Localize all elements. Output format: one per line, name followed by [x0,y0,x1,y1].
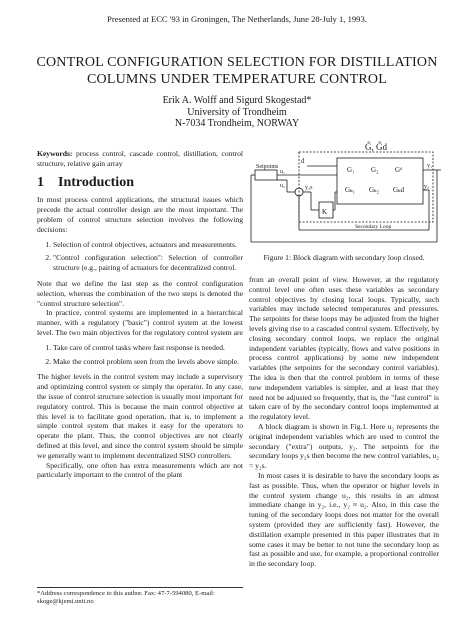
k-label: K [322,208,328,216]
u2-label: u₂ [280,183,286,189]
left-paragraph-5: Specifically, one often has extra measurements which are not particularly important to the control of the plant [37,460,243,480]
left-paragraph-4: The higher levels in the control system may include a supervisory and optimizing control system or simply the operator. In any case, the issue of control structure selection is usually most important for regulatory control. This is because the main control objective at this level is to facilitate good operation, that is, to implement a simple control system that makes it easy for the operators to operate the plant. Thus, the control objectives are not clearly defined at this level, and since the control system should be simple we generally want to implement decentralized SISO controllers. [37,372,243,460]
keywords-text: process control, cascade control, distillation, control structure, relative gain array [37,149,243,168]
gd2-label: Gᵈ [395,166,403,174]
list-item: 1. Take care of control tasks where fast response is needed. [53,343,243,353]
y2s-label: y₂s [305,185,313,191]
y2-label: y₂ [424,184,430,190]
d-label: d [301,157,305,165]
decision-list [37,240,243,273]
title-line-1: CONTROL CONFIGURATION SELECTION FOR DISTILLATION [36,55,438,70]
gkd-label: Gₖd [393,186,405,194]
list-item: 1. Selection of control objectives, actuators and measurements. [53,240,243,250]
list-item: 2. "Control configuration selection": Selection of controller structure (e.g., pairing of actuators for decentralized control. [53,253,243,273]
y1-label: y₁ [427,163,433,169]
section-heading [37,174,243,190]
list-item: 2. Make the control problem seen from the levels above simple. [53,357,243,367]
right-paragraph-3: In most cases it is desirable to have the secondary loops as fast as possible. Thus, when the operator or higher levels in the control system change u₂, this results in an almost immediate change in y₂, i.e., y₂ ≈ u₂. Also, in this case the tuning of the secondary loops does not matter for the overall system (provided they are sufficiently fast). However, the distillation example presented in this paper illustrates that in some cases it may be better to not tune the secondary loop as fast as possible and use, for example, a proportional controller in the secondary loop. [249,470,439,569]
g2-label: G₂ [371,166,379,174]
gk1-label: Gₖ₁ [345,186,356,194]
section-title: Introduction [58,174,134,190]
author-names: Erik A. Wolff and Sigurd Skogestad* [162,95,312,106]
setpoints-box [255,170,277,180]
right-column [249,275,439,569]
left-paragraph-2: Note that we define the last step as the control configuration selection, whereas the combination of the two steps is denoted the "control structure selection". [37,278,243,308]
keywords [37,149,243,169]
figure-caption: Figure 1: Block diagram with secondary loop closed. [263,253,425,262]
setpoints-label: Setpoints [256,164,279,170]
affiliation-2: N-7034 Trondheim, NORWAY [174,118,300,129]
affiliation-1: University of Trondheim [187,106,287,118]
u1-label: u₁ [280,169,286,175]
author-block [0,95,474,130]
right-paragraph-1: from an overall point of view. However, at the regulatory control level one often uses these variables as secondary control objectives by closing local loops. Typically, such variables may include selected temperatures and pressures. The setpoints for these loops may be adjusted from the higher levels giving rise to a cascaded control system. Effectively, by closing secondary control loops, we replace the original independent variables (typically, flows and valve positions in process control applications) by some new independent variables (the setpoints for the secondary control variables). The idea is then that the control problem in terms of these new independent variables is simpler, and at least that they need not be adjusted so frequently, that is, the "fast control" is taken care of by the secondary control loops implemented at the regulatory level. [249,275,439,422]
title-line-2: COLUMNS UNDER TEMPERATURE CONTROL [87,72,387,87]
objective-list [37,343,243,367]
conference-header: Presented at ECC '93 in Groningen, The Netherlands, June 28-July 1, 1993. [107,14,367,24]
keywords-label: Keywords: [37,149,73,158]
left-column [37,149,243,480]
secondary-loop-label: Secondary Loop [355,224,392,230]
paper-title [0,54,474,88]
right-paragraph-2: A block diagram is shown in Fig.1. Here u₂ represents the original independent variables which are used to control the secondary ("extra") outputs, y₂. The setpoints for the secondary loops y₂s then become the new control variables, u₂ = y₂s. [249,421,439,471]
gk2-label: Gₖ₂ [369,186,380,194]
block-diagram [247,140,443,248]
g1-label: G₁ [347,166,355,174]
gd-label: G̃, G̃d [365,142,387,152]
plant-block [337,158,423,204]
footnote: *Address correspondence to this author. Fax: 47-7-594080, E-mail: skoge@kjemi.unit.no [37,587,243,606]
left-paragraph-1: In most process control applications, the structural issues which precede the actual controller design are the most important. The problem of control structure selection involves the following decisions: [37,195,243,234]
section-number: 1 [37,174,44,190]
left-paragraph-3: In practice, control systems are implemented in a hierarchical manner, with a regulatory ("basic") control system at the lowest level. The two main objectives for the regulatory control system are [37,308,243,337]
